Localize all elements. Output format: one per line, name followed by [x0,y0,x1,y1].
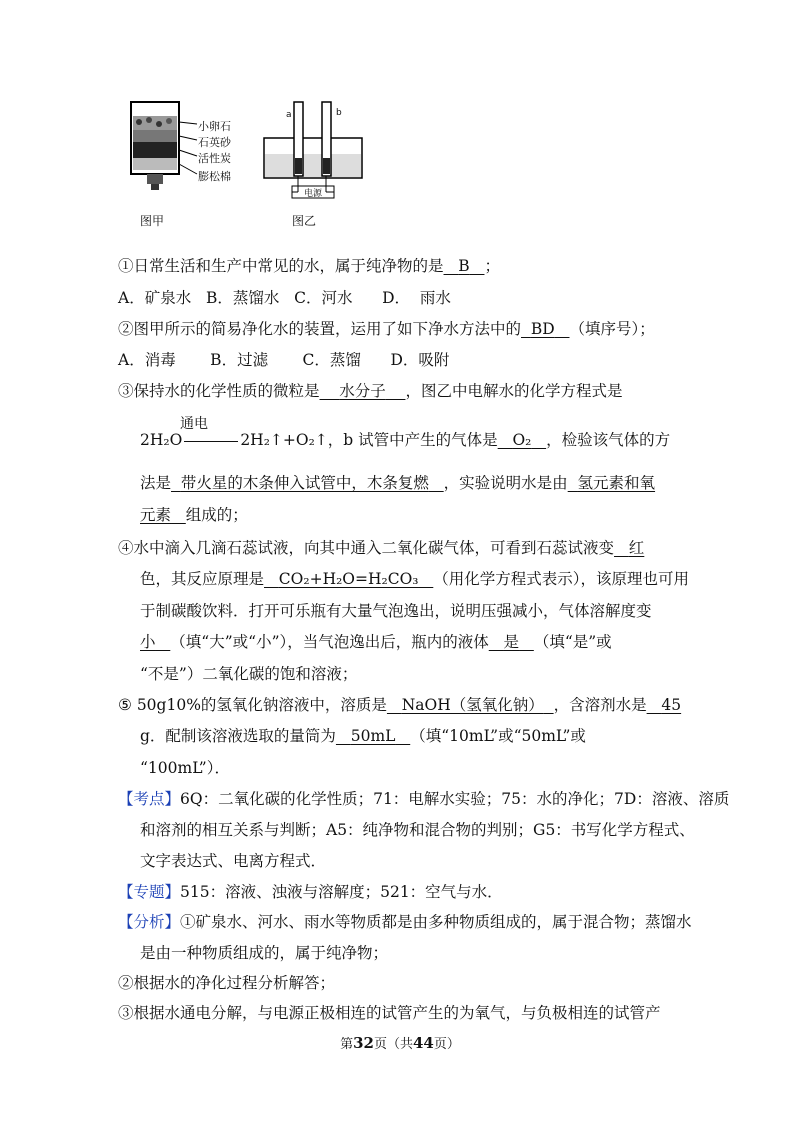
q4-text-4: （填“大”或“小”），当气泡逸出后，瓶内的液体 [170,633,489,651]
q1-end: ； [484,257,500,275]
q4-text-1: ④水中滴入几滴石蕊试液，向其中通入二氧化碳气体，可看到石蕊试液变 [118,539,615,557]
equation-left: 2H₂O [140,431,183,449]
q3-text-1: ③保持水的化学性质的微粒是 [118,382,320,400]
q1-text: ①日常生活和生产中常见的水，属于纯净物的是 [118,257,444,275]
kaodian-text-1: 6Q：二氧化碳的化学性质；71：电解水实验；75：水的净化；7D：溶液、溶质 [180,790,730,808]
q5-text-2: ，含溶剂水是 [553,696,647,714]
zhuanti-text: 515：溶液、浊液与溶解度；521：空气与水． [180,883,503,901]
kaodian-tag: 【考点】 [118,790,181,808]
q3-answer-4b: 元素 [140,506,172,524]
q4-answer-4: 是 [503,633,520,651]
q4-text-3: （用化学方程式表示），该原理也可用 [433,570,690,588]
q2-answer: BD [530,320,555,338]
q4-answer-1: 红 [628,539,645,557]
kaodian-line2: 和溶剂的相互关系与判断；A5：纯净物和混合物的判别；G5：书写化学方程式、 [140,821,695,839]
q5-line2 [140,726,586,746]
current-page-number: 32 [353,1034,374,1052]
zhuanti-line [118,882,503,902]
q4-text-5: （填“是”或 [533,633,612,651]
q5-line1 [118,695,681,715]
q2-options: A．消毒 B．过滤 C．蒸馏 D．吸附 [118,351,450,369]
fenxi-line2: 是由一种物质组成的，属于纯净物； [140,944,389,962]
equation-right: 2H₂↑+O₂↑ [240,431,328,449]
q4-line5: “不是”）二氧化碳的饱和溶液； [140,665,358,683]
fenxi-line1 [118,912,692,932]
label-cotton: 膨松棉 [198,170,231,183]
tube-b-label: b [336,108,342,118]
footer-post: 页） [433,1037,460,1052]
q4-line3: 于制碳酸饮料．打开可乐瓶有大量气泡逸出，说明压强减小，气体溶解度变 [140,602,652,620]
q5-answer-1: NaOH（氢氧化钠） [401,696,544,714]
q3-answer-4a: 氢元素和氧 [577,474,656,492]
q4-answer-3: 小 [140,633,156,651]
q3-line2 [140,430,670,450]
footer-mid: 页（共 [373,1037,413,1052]
q3-answer-1: 水分子 [339,382,386,400]
total-pages: 44 [413,1034,434,1052]
q4-answer-2: CO₂+H₂O=H₂CO₃ [278,570,419,588]
q2-text: ②图甲所示的简易净化水的装置，运用了如下净水方法中的 [118,320,522,338]
fenxi-text-1: ①矿泉水、河水、雨水等物质都是由多种物质组成的，属于混合物；蒸馏水 [180,913,692,931]
label-quartz-sand: 石英砂 [198,136,231,149]
q3-text-6: ，实验说明水是由 [443,474,568,492]
q5-line3: “100mL”）． [140,759,230,777]
q4-line2 [140,569,689,589]
q3-answer-3: 带火星的木条伸入试管中，木条复燃 [180,474,429,492]
footer-pre: 第 [340,1037,354,1052]
tube-a-label: a [286,110,292,120]
q3-text-3: ，b 试管中产生的气体是 [327,431,498,449]
equation-arrow [184,441,238,442]
q3-text-7: 组成的； [185,506,248,524]
q5-text-1: ⑤ 50g10%的氢氧化钠溶液中，溶质是 [118,696,387,714]
zhuanti-tag: 【专题】 [118,883,181,901]
q1-answer: B [458,257,470,275]
q2-end: （填序号）； [569,320,655,338]
q5-answer-3: 50mL [350,727,396,745]
kaodian-line1 [118,789,729,809]
q5-text-3: g．配制该溶液选取的量筒为 [140,727,336,745]
figure-jia-caption: 图甲 [140,214,165,228]
q1-options: A．矿泉水 B．蒸馏水 C．河水 D． 雨水 [118,289,451,307]
q4-text-2: 色，其反应原理是 [140,570,265,588]
power-source-label: 电源 [304,189,323,199]
q3-answer-2: O₂ [512,431,532,449]
q3-line4 [140,505,248,525]
fenxi-tag: 【分析】 [118,913,181,931]
q3-condition: 通电 [180,416,208,432]
figure-yi-caption: 图乙 [292,214,317,228]
q4-line1 [118,538,644,558]
fenxi-line4: ③根据水通电分解，与电源正极相连的试管产生的为氧气，与负极相连的试管产 [118,1004,661,1022]
q3-line3 [140,473,655,493]
fenxi-line3: ②根据水的净化过程分析解答； [118,974,336,992]
q3-text-5: 法是 [140,474,172,492]
q3-line1 [118,381,622,401]
q5-text-4: （填“10mL”或“50mL”或 [410,727,586,745]
q2-line [118,319,655,339]
page-footer [0,1033,800,1052]
q3-text-2: ，图乙中电解水的化学方程式是 [405,382,623,400]
q4-line4 [140,632,612,652]
q3-text-4: ，检验该气体的方 [546,431,671,449]
q5-answer-2: 45 [661,696,682,714]
q1-line [118,256,500,276]
label-activated-carbon: 活性炭 [198,152,231,165]
kaodian-line3: 文字表达式、电离方程式． [140,852,327,870]
label-pebble: 小卵石 [198,120,231,133]
